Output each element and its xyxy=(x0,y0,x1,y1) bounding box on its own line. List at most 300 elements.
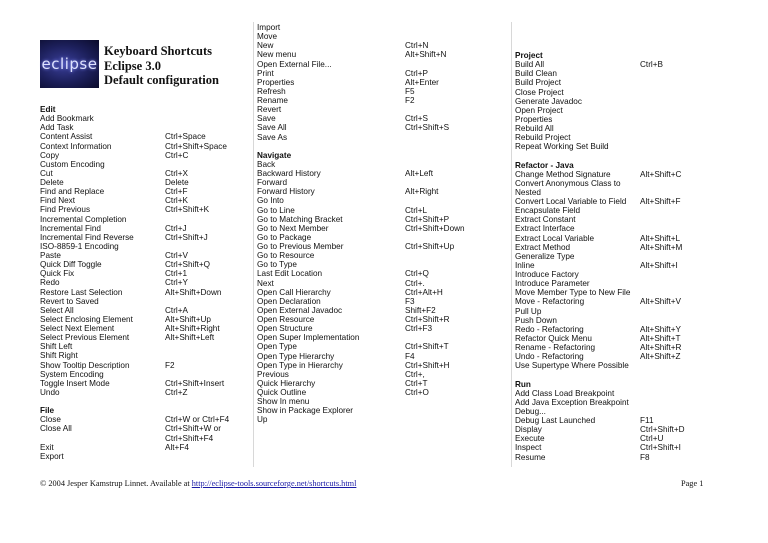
command-name: Select All xyxy=(40,305,74,315)
command-name: Find Next xyxy=(40,196,76,206)
command-name: Open Type Hierarchy xyxy=(257,351,335,361)
key-binding: Ctrl+K xyxy=(165,196,188,206)
shortcut-row xyxy=(257,233,507,242)
command-name: Open Declaration xyxy=(257,296,321,306)
shortcut-row xyxy=(257,415,507,424)
shortcut-row xyxy=(40,415,250,424)
shortcut-column-3 xyxy=(515,51,745,471)
key-binding: Alt+Shift+T xyxy=(640,333,681,343)
key-binding: F4 xyxy=(405,351,415,361)
shortcut-row xyxy=(515,325,745,334)
command-name: Save xyxy=(257,114,276,124)
key-binding: Ctrl+Space xyxy=(165,132,206,142)
key-binding: Ctrl+F3 xyxy=(405,324,433,334)
shortcut-row xyxy=(257,333,507,342)
key-binding: Ctrl+Shift+I xyxy=(640,443,681,453)
shortcut-row xyxy=(40,288,250,297)
shortcut-row xyxy=(40,351,250,360)
key-binding: Ctrl+Shift+W or xyxy=(165,424,221,434)
command-name: Add Bookmark xyxy=(40,114,94,124)
key-binding: Ctrl+Shift+H xyxy=(405,360,450,370)
shortcut-row xyxy=(40,242,250,251)
shortcut-row xyxy=(40,379,250,388)
shortcut-row xyxy=(257,352,507,361)
command-name: Incremental Find xyxy=(40,223,101,233)
shortcut-row xyxy=(40,151,250,160)
shortcut-row xyxy=(515,279,745,288)
shortcut-row xyxy=(40,370,250,379)
command-name: Open Project xyxy=(515,105,563,115)
shortcut-row xyxy=(40,251,250,260)
command-name: Rebuild All xyxy=(515,124,554,133)
command-name: Go to Line xyxy=(257,205,295,215)
shortcut-row xyxy=(515,261,745,270)
shortcut-row xyxy=(515,170,745,179)
command-name: Generalize Type xyxy=(515,251,575,261)
title-line: Keyboard Shortcuts xyxy=(104,44,212,58)
command-name: Encapsulate Field xyxy=(515,206,581,216)
shortcut-row xyxy=(40,342,250,351)
command-name: Extract Method xyxy=(515,242,571,252)
shortcut-row xyxy=(515,88,745,97)
key-binding: Alt+Shift+C xyxy=(640,169,682,179)
shortcut-column-1 xyxy=(40,105,250,470)
shortcut-row xyxy=(257,397,507,406)
shortcut-section xyxy=(257,151,507,425)
shortcut-section xyxy=(40,105,250,397)
section-heading: Run xyxy=(515,379,531,389)
command-name: Open External Javadoc xyxy=(257,305,343,315)
shortcut-column-2 xyxy=(257,23,507,434)
command-name: New xyxy=(257,41,274,51)
command-name: Open Type in Hierarchy xyxy=(257,360,343,370)
shortcut-row xyxy=(40,278,250,287)
shortcut-row xyxy=(515,270,745,279)
key-binding: Ctrl+V xyxy=(165,251,188,260)
command-name: Properties xyxy=(515,114,553,124)
command-name: Export xyxy=(40,451,64,461)
shortcut-row xyxy=(257,23,507,32)
key-binding: Ctrl+Shift+P xyxy=(405,214,450,224)
key-binding: Alt+Shift+R xyxy=(640,343,682,352)
key-binding: Ctrl+Shift+Q xyxy=(165,260,211,270)
command-name: Build All xyxy=(515,60,545,70)
shortcut-row xyxy=(40,452,250,461)
shortcut-row xyxy=(40,324,250,333)
command-name: Add Task xyxy=(40,123,74,133)
command-name: Go to Resource xyxy=(257,251,315,261)
shortcut-row xyxy=(515,69,745,78)
command-name: Introduce Factory xyxy=(515,270,579,279)
command-name: Save As xyxy=(257,132,288,142)
shortcut-row xyxy=(515,398,745,407)
command-name: Nested xyxy=(515,187,541,197)
command-name: Next xyxy=(257,278,274,288)
shortcut-row xyxy=(257,306,507,315)
key-binding: Ctrl+A xyxy=(165,305,188,315)
shortcut-row xyxy=(515,115,745,124)
shortcut-row xyxy=(257,215,507,224)
command-name: Display xyxy=(515,425,542,435)
shortcut-row xyxy=(40,297,250,306)
command-name: Revert to Saved xyxy=(40,296,99,306)
key-binding: Ctrl+Shift+D xyxy=(640,425,685,435)
key-binding: Ctrl+C xyxy=(165,150,189,160)
command-name: Go to Matching Bracket xyxy=(257,214,343,224)
command-name: Open Type xyxy=(257,342,297,352)
key-binding: F8 xyxy=(640,452,650,462)
command-name: Quick Outline xyxy=(257,388,307,397)
shortcut-row xyxy=(515,197,745,206)
shortcut-row xyxy=(515,97,745,106)
key-binding: Alt+Enter xyxy=(405,77,439,87)
key-binding: Ctrl+U xyxy=(640,434,664,444)
shortcut-row xyxy=(257,50,507,59)
column-divider xyxy=(253,22,254,467)
key-binding: Alt+Shift+F xyxy=(640,197,681,206)
shortcut-row xyxy=(515,352,745,361)
command-name: Convert Local Variable to Field xyxy=(515,197,627,206)
shortcut-row xyxy=(40,361,250,370)
command-name: Content Assist xyxy=(40,132,93,142)
shortcuts-link[interactable]: http://eclipse-tools.sourceforge.net/shortcuts.html xyxy=(191,479,357,488)
command-name: Rename - Refactoring xyxy=(515,343,596,352)
shortcut-row xyxy=(40,443,250,452)
command-name: Quick Fix xyxy=(40,269,75,279)
shortcut-row xyxy=(40,269,250,278)
shortcut-row xyxy=(515,142,745,151)
key-binding: Ctrl+B xyxy=(640,60,663,70)
command-name: Save All xyxy=(257,123,287,133)
shortcut-row xyxy=(40,434,250,443)
command-name: Cut xyxy=(40,168,53,178)
key-binding: Ctrl+L xyxy=(405,205,428,215)
command-name: Select Enclosing Element xyxy=(40,314,133,324)
key-binding: Ctrl+Z xyxy=(165,387,188,397)
shortcut-row xyxy=(40,187,250,196)
command-name: Backward History xyxy=(257,169,321,178)
shortcut-row xyxy=(257,370,507,379)
command-name: Forward xyxy=(257,178,288,188)
shortcut-row xyxy=(40,215,250,224)
command-name: Move - Refactoring xyxy=(515,297,585,307)
key-binding: Ctrl+J xyxy=(165,223,187,233)
key-binding: Alt+Shift+Z xyxy=(640,352,681,362)
key-binding: Ctrl+Shift+Down xyxy=(405,223,465,233)
key-binding: Ctrl+Shift+S xyxy=(405,123,450,133)
eclipse-logo xyxy=(40,40,99,88)
section-heading: File xyxy=(40,406,55,416)
shortcut-row xyxy=(257,260,507,269)
command-name: Show in Package Explorer xyxy=(257,406,354,416)
command-name: Close xyxy=(40,415,61,425)
shortcut-row xyxy=(40,114,250,123)
shortcut-row xyxy=(257,379,507,388)
command-name: Open Call Hierarchy xyxy=(257,287,331,297)
shortcut-row xyxy=(515,206,745,215)
key-binding: Ctrl+N xyxy=(405,41,429,51)
command-name: Debug Last Launched xyxy=(515,416,596,425)
command-name: Delete xyxy=(40,178,64,187)
key-binding: Ctrl+Alt+H xyxy=(405,287,443,297)
shortcut-row xyxy=(257,41,507,50)
key-binding: Alt+Shift+Right xyxy=(165,324,220,333)
command-name: ISO-8859-1 Encoding xyxy=(40,241,119,251)
shortcut-row xyxy=(257,279,507,288)
command-name: Back xyxy=(257,159,276,169)
command-name: Forward History xyxy=(257,187,315,197)
shortcut-row xyxy=(515,434,745,443)
key-binding: Ctrl+, xyxy=(405,369,425,379)
shortcut-row xyxy=(40,424,250,433)
shortcut-section xyxy=(515,380,745,462)
shortcut-row xyxy=(40,333,250,342)
shortcut-row xyxy=(257,169,507,178)
key-binding: Alt+Shift+Left xyxy=(165,333,215,343)
command-name: Close Project xyxy=(515,87,564,97)
command-name: Pull Up xyxy=(515,306,542,316)
command-name: Introduce Parameter xyxy=(515,279,590,289)
shortcut-row xyxy=(257,160,507,169)
shortcut-row xyxy=(515,78,745,87)
command-name: Build Project xyxy=(515,78,561,88)
key-binding: Ctrl+Shift+J xyxy=(165,232,208,242)
shortcut-row xyxy=(257,242,507,251)
section-heading: Edit xyxy=(40,105,56,114)
shortcut-row xyxy=(515,453,745,462)
command-name: Toggle Insert Mode xyxy=(40,378,110,388)
shortcut-row xyxy=(515,407,745,416)
command-name: Restore Last Selection xyxy=(40,287,123,297)
key-binding: Alt+F4 xyxy=(165,442,189,452)
command-name: Shift Left xyxy=(40,342,73,352)
key-binding: Alt+Shift+Down xyxy=(165,287,222,297)
key-binding: Ctrl+S xyxy=(405,114,428,124)
shortcut-row xyxy=(515,297,745,306)
shortcut-row xyxy=(257,315,507,324)
shortcut-row xyxy=(515,243,745,252)
shortcut-row xyxy=(515,188,745,197)
key-binding: Ctrl+P xyxy=(405,68,428,78)
shortcut-row xyxy=(515,252,745,261)
page-number: Page 1 xyxy=(681,479,704,488)
shortcut-row xyxy=(515,334,745,343)
key-binding: Alt+Right xyxy=(405,187,439,197)
shortcut-row xyxy=(257,406,507,415)
key-binding: Ctrl+T xyxy=(405,378,428,388)
shortcut-row xyxy=(515,343,745,352)
key-binding: Shift+F2 xyxy=(405,305,436,315)
key-binding: Ctrl+F xyxy=(165,187,188,197)
command-name: Copy xyxy=(40,150,60,160)
command-name: Inspect xyxy=(515,443,542,453)
command-name: Properties xyxy=(257,77,295,87)
command-name: Extract Local Variable xyxy=(515,233,595,243)
command-name: Up xyxy=(257,415,268,425)
command-name: Go to Package xyxy=(257,232,312,242)
key-binding: Alt+Left xyxy=(405,169,433,178)
command-name: Use Supertype Where Possible xyxy=(515,361,629,371)
command-name: Add Java Exception Breakpoint xyxy=(515,397,629,407)
command-name: Refresh xyxy=(257,86,286,96)
title-line: Eclipse 3.0 xyxy=(104,58,161,73)
key-binding: F2 xyxy=(405,96,415,105)
command-name: Quick Diff Toggle xyxy=(40,260,102,270)
command-name: Build Clean xyxy=(515,69,557,79)
shortcut-row xyxy=(257,187,507,196)
key-binding: F5 xyxy=(405,86,415,96)
shortcut-row xyxy=(257,269,507,278)
shortcut-row xyxy=(515,133,745,142)
command-name: Find Previous xyxy=(40,205,91,215)
shortcut-row xyxy=(40,224,250,233)
command-name: Resume xyxy=(515,452,546,462)
command-name: Move Member Type to New File xyxy=(515,288,631,298)
command-name: Incremental Completion xyxy=(40,214,127,224)
shortcut-row xyxy=(515,389,745,398)
footer xyxy=(40,479,356,488)
command-name: Quick Hierarchy xyxy=(257,378,316,388)
command-name: Last Edit Location xyxy=(257,269,323,279)
command-name: Add Class Load Breakpoint xyxy=(515,388,615,398)
shortcut-row xyxy=(257,288,507,297)
shortcut-row xyxy=(40,160,250,169)
shortcut-row xyxy=(257,388,507,397)
shortcut-section xyxy=(257,23,507,142)
shortcut-row xyxy=(40,142,250,151)
key-binding: Ctrl+Shift+Up xyxy=(405,242,455,251)
copyright-text: © 2004 Jesper Kamstrup Linnet. Available at xyxy=(40,479,192,488)
shortcut-row xyxy=(257,133,507,142)
command-name: Previous xyxy=(257,369,289,379)
command-name: Go to Type xyxy=(257,260,297,270)
shortcut-row xyxy=(515,361,745,370)
command-name: Open Structure xyxy=(257,324,313,334)
shortcut-row xyxy=(257,123,507,132)
shortcut-row xyxy=(515,307,745,316)
command-name: Convert Anonymous Class to xyxy=(515,178,621,188)
command-name: Go to Next Member xyxy=(257,223,329,233)
logo-text: eclipse xyxy=(41,55,98,73)
command-name: Redo - Refactoring xyxy=(515,324,584,334)
key-binding: F3 xyxy=(405,296,415,306)
shortcut-row xyxy=(515,60,745,69)
command-name: Rebuild Project xyxy=(515,133,571,143)
shortcut-row xyxy=(40,123,250,132)
key-binding: Ctrl+Q xyxy=(405,269,429,279)
shortcut-row xyxy=(515,124,745,133)
command-name: Find and Replace xyxy=(40,187,105,197)
command-name: Context Information xyxy=(40,141,112,151)
command-name: Open External File... xyxy=(257,59,332,69)
command-name: Print xyxy=(257,68,274,78)
shortcut-row xyxy=(40,233,250,242)
command-name: Change Method Signature xyxy=(515,169,611,179)
key-binding: Ctrl+Shift+F4 xyxy=(165,433,214,443)
command-name: Paste xyxy=(40,251,61,260)
column-divider xyxy=(511,22,512,467)
command-name: Inline xyxy=(515,260,535,270)
shortcut-row xyxy=(515,234,745,243)
shortcut-row xyxy=(515,443,745,452)
command-name: New menu xyxy=(257,50,297,60)
shortcut-section xyxy=(515,161,745,371)
command-name: Push Down xyxy=(515,315,557,325)
key-binding: F2 xyxy=(165,360,175,370)
key-binding: F11 xyxy=(640,416,654,425)
shortcut-row xyxy=(515,179,745,188)
command-name: Generate Javadoc xyxy=(515,96,582,106)
shortcut-row xyxy=(515,215,745,224)
key-binding: Alt+Shift+Up xyxy=(165,314,211,324)
key-binding: Ctrl+Y xyxy=(165,278,188,288)
shortcut-row xyxy=(257,206,507,215)
shortcut-row xyxy=(515,106,745,115)
title-line: Default configuration xyxy=(104,73,219,87)
shortcut-row xyxy=(257,32,507,41)
shortcut-row xyxy=(257,60,507,69)
key-binding: Alt+Shift+L xyxy=(640,233,681,243)
key-binding: Ctrl+. xyxy=(405,278,425,288)
shortcut-section xyxy=(40,406,250,461)
shortcut-row xyxy=(40,178,250,187)
command-name: Select Next Element xyxy=(40,324,115,333)
shortcut-row xyxy=(40,260,250,269)
key-binding: Alt+Shift+I xyxy=(640,260,678,270)
shortcut-row xyxy=(40,315,250,324)
shortcut-row xyxy=(515,425,745,434)
shortcut-row xyxy=(257,342,507,351)
shortcut-row xyxy=(40,196,250,205)
command-name: Open Resource xyxy=(257,315,315,324)
shortcut-row xyxy=(40,306,250,315)
section-heading: Refactor - Java xyxy=(515,160,574,170)
command-name: Extract Constant xyxy=(515,215,576,225)
key-binding: Ctrl+W or Ctrl+F4 xyxy=(165,415,230,425)
command-name: Redo xyxy=(40,278,60,288)
section-heading: Navigate xyxy=(257,150,292,160)
command-name: Undo - Refactoring xyxy=(515,352,584,362)
shortcut-row xyxy=(257,78,507,87)
shortcut-row xyxy=(257,69,507,78)
command-name: Move xyxy=(257,32,278,42)
command-name: Extract Interface xyxy=(515,224,575,234)
command-name: Incremental Find Reverse xyxy=(40,232,134,242)
section-heading: Project xyxy=(515,51,543,60)
command-name: Rename xyxy=(257,96,288,105)
key-binding: Ctrl+Shift+R xyxy=(405,315,450,324)
shortcut-row xyxy=(515,316,745,325)
key-binding: Alt+Shift+M xyxy=(640,242,683,252)
command-name: Debug... xyxy=(515,406,546,416)
command-name: Shift Right xyxy=(40,351,78,361)
command-name: Undo xyxy=(40,387,60,397)
command-name: Custom Encoding xyxy=(40,159,105,169)
command-name: Go Into xyxy=(257,196,284,206)
shortcut-row xyxy=(40,132,250,141)
shortcut-row xyxy=(257,87,507,96)
shortcut-row xyxy=(257,361,507,370)
key-binding: Ctrl+Shift+Insert xyxy=(165,378,225,388)
shortcut-section xyxy=(515,51,745,151)
shortcut-row xyxy=(257,251,507,260)
command-name: Close All xyxy=(40,424,72,434)
key-binding: Ctrl+Shift+Space xyxy=(165,141,227,151)
shortcut-row xyxy=(515,288,745,297)
shortcut-row xyxy=(257,224,507,233)
command-name: Show Tooltip Description xyxy=(40,360,130,370)
command-name: Show In menu xyxy=(257,397,310,407)
